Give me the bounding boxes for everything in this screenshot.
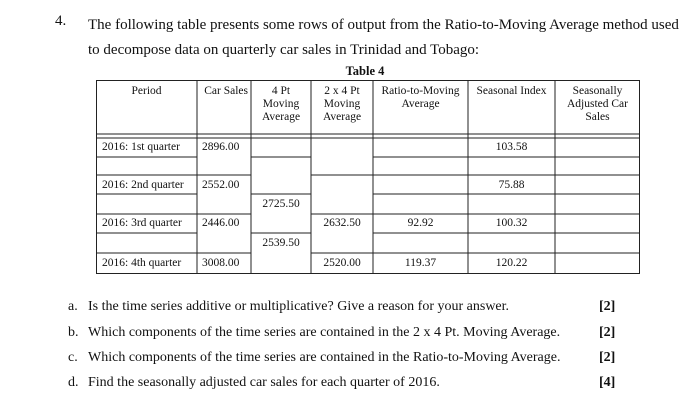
row-3-seasonal-index: 100.32	[495, 217, 528, 229]
header-seasonal-index: Seasonal Index	[476, 85, 547, 97]
data-table	[96, 80, 640, 274]
table-title: Table 4	[345, 64, 385, 78]
row-3-period: 2016: 3rd quarter	[102, 217, 182, 229]
row-1-period: 2016: 1st quarter	[102, 141, 180, 153]
header-2x4pt-moving-average: 2 x 4 Pt Moving Average	[322, 85, 362, 123]
part-b-marks: [2]	[599, 325, 616, 340]
row-3-car-sales: 2446.00	[202, 217, 240, 229]
header-seasonally-adjusted: Seasonally Adjusted Car Sales	[566, 85, 628, 123]
row-4-seasonal-index: 120.22	[495, 257, 528, 269]
question-number: 4.	[55, 13, 67, 29]
ma4-value-2: 2539.50	[262, 237, 300, 249]
row-4-ratio: 119.37	[404, 257, 437, 269]
row-4-2x4pt-ma: 2520.00	[323, 257, 361, 269]
part-c-marks: [2]	[599, 350, 616, 365]
row-4-period: 2016: 4th quarter	[102, 257, 182, 269]
header-4pt-moving-average: 4 Pt Moving Average	[261, 85, 301, 123]
part-a-text: Is the time series additive or multiplicative? Give a reason for your answer.	[88, 299, 510, 314]
part-b-text: Which components of the time series are contained in the 2 x 4 Pt. Moving Average.	[88, 325, 561, 340]
part-a-letter: a.	[68, 299, 78, 314]
header-car-sales: Car Sales	[204, 85, 248, 97]
row-1-seasonal-index: 103.58	[495, 141, 528, 153]
row-1-car-sales: 2896.00	[202, 141, 240, 153]
question-intro: The following table presents some rows of output from the Ratio-to-Moving Average method used to decompose data on quarterly car sales in Trinidad and Tobago:	[88, 17, 679, 58]
row-3-ratio: 92.92	[407, 217, 434, 229]
row-2-car-sales: 2552.00	[202, 179, 240, 191]
part-d-text: Find the seasonally adjusted car sales for each quarter of 2016.	[88, 375, 440, 390]
part-c-text: Which components of the time series are contained in the Ratio-to-Moving Average.	[88, 350, 561, 365]
header-period: Period	[131, 85, 162, 97]
header-ratio-to-moving-average: Ratio-to-Moving Average	[381, 85, 460, 110]
ma4-value-1: 2725.50	[262, 198, 300, 210]
part-b-letter: b.	[68, 325, 79, 340]
row-2-seasonal-index: 75.88	[498, 179, 525, 191]
part-a-marks: [2]	[599, 299, 616, 314]
row-3-2x4pt-ma: 2632.50	[323, 217, 361, 229]
part-d-letter: d.	[68, 375, 79, 390]
part-d-marks: [4]	[599, 375, 616, 390]
part-c-letter: c.	[68, 350, 78, 365]
row-2-period: 2016: 2nd quarter	[102, 179, 184, 191]
row-4-car-sales: 3008.00	[202, 257, 240, 269]
